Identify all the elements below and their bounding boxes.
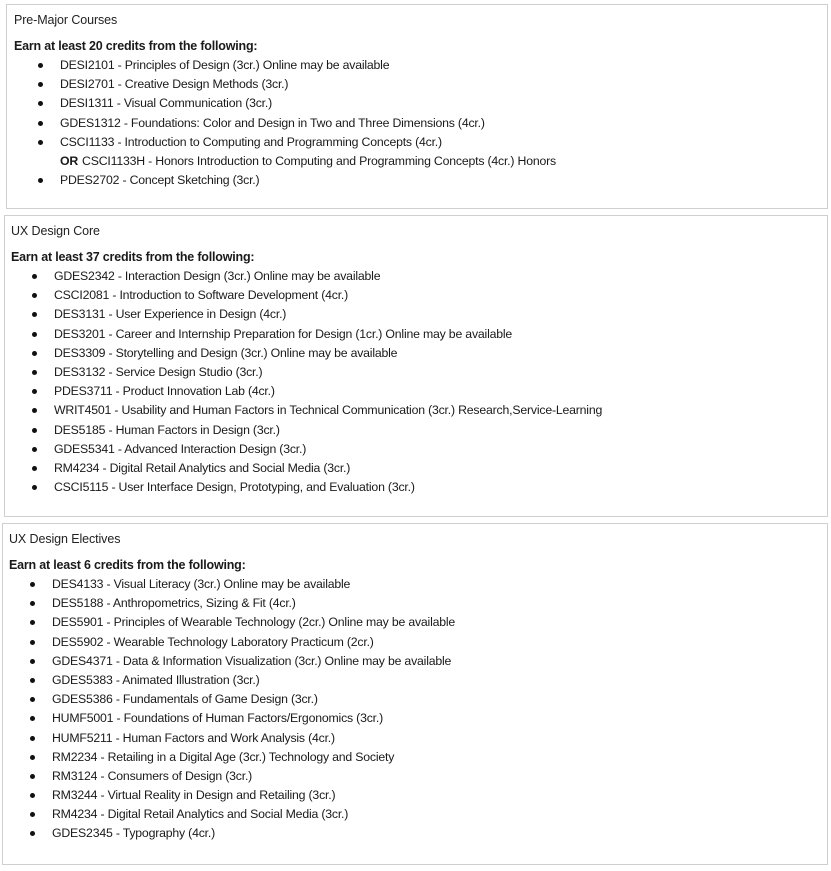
course-link[interactable]: RM4234 - Digital Retail Analytics and Social Media (3cr.) <box>52 807 349 822</box>
section-title: UX Design Electives <box>9 532 121 546</box>
course-item <box>32 459 602 478</box>
course-link[interactable]: DES4133 - Visual Literacy (3cr.) Online may be available <box>52 577 351 591</box>
course-item <box>38 94 556 113</box>
course-item <box>30 652 455 671</box>
course-link[interactable]: GDES5383 - Animated Illustration (3cr.) <box>52 672 260 687</box>
course-link[interactable]: HUMF5001 - Foundations of Human Factors/Ergonomics (3cr.) <box>52 711 383 726</box>
course-item <box>32 401 602 420</box>
course-item <box>38 114 556 133</box>
section-ux-design-electives <box>2 523 828 865</box>
course-item <box>38 171 556 190</box>
course-item <box>38 133 556 152</box>
course-item <box>30 671 455 690</box>
course-link[interactable]: CSCI1133H - Honors Introduction to Computing and Programming Concepts (4cr.) Honors <box>82 153 556 168</box>
course-item-alternative <box>38 152 556 171</box>
course-list <box>30 575 455 844</box>
course-link[interactable]: DESI2701 - Creative Design Methods (3cr.) <box>60 77 289 92</box>
course-item <box>38 75 556 94</box>
course-item <box>32 478 602 497</box>
course-item <box>30 824 455 843</box>
course-item <box>30 613 455 632</box>
course-item <box>30 748 455 767</box>
course-link[interactable]: RM3244 - Virtual Reality in Design and Retailing (3cr.) <box>52 788 336 803</box>
section-title: UX Design Core <box>11 224 100 238</box>
or-label: OR <box>60 153 79 168</box>
course-link[interactable]: DES5902 - Wearable Technology Laboratory Practicum (2cr.) <box>52 634 374 649</box>
course-list <box>38 56 556 190</box>
course-item <box>30 594 455 613</box>
course-item <box>30 805 455 824</box>
course-link[interactable]: RM4234 - Digital Retail Analytics and Social Media (3cr.) <box>54 460 351 475</box>
course-item <box>32 382 602 401</box>
course-item <box>32 325 602 344</box>
course-link[interactable]: WRIT4501 - Usability and Human Factors in Technical Communication (3cr.) Research,Service-Learning <box>54 403 603 418</box>
course-item <box>30 575 455 594</box>
course-link[interactable]: PDES3711 - Product Innovation Lab (4cr.) <box>54 384 275 399</box>
course-item <box>38 56 556 75</box>
course-list <box>32 267 602 497</box>
course-link[interactable]: PDES2702 - Concept Sketching (3cr.) <box>60 173 260 188</box>
credit-requirement: Earn at least 6 credits from the following: <box>9 558 246 572</box>
course-link[interactable]: HUMF5211 - Human Factors and Work Analysis (4cr.) <box>52 730 335 745</box>
course-item <box>30 729 455 748</box>
section-pre-major-courses <box>6 4 828 209</box>
course-link[interactable]: GDES1312 - Foundations: Color and Design in Two and Three Dimensions (4cr.) <box>60 115 485 130</box>
section-ux-design-core <box>4 215 828 517</box>
course-item <box>32 286 602 305</box>
course-link[interactable]: GDES2345 - Typography (4cr.) <box>52 826 215 841</box>
course-link[interactable]: CSCI2081 - Introduction to Software Development (4cr.) <box>54 288 349 303</box>
course-link[interactable]: DES3309 - Storytelling and Design (3cr.) Online may be available <box>54 345 398 360</box>
course-item <box>30 767 455 786</box>
course-link[interactable]: CSCI1133 - Introduction to Computing and Programming Concepts (4cr.) <box>60 134 442 149</box>
credit-requirement: Earn at least 20 credits from the following: <box>14 39 258 53</box>
course-item <box>32 421 602 440</box>
section-title: Pre-Major Courses <box>14 13 118 27</box>
course-link[interactable]: CSCI5115 - User Interface Design, Prototyping, and Evaluation (3cr.) <box>54 480 415 495</box>
course-link[interactable]: DES5185 - Human Factors in Design (3cr.) <box>54 422 280 437</box>
course-link[interactable]: GDES5386 - Fundamentals of Game Design (3cr.) <box>52 692 318 707</box>
course-link[interactable]: DES5188 - Anthropometrics, Sizing & Fit (4cr.) <box>52 596 296 611</box>
course-link[interactable]: GDES4371 - Data & Information Visualization (3cr.) Online may be available <box>52 653 452 668</box>
course-link[interactable]: DES5901 - Principles of Wearable Technology (2cr.) Online may be available <box>52 615 456 630</box>
course-link[interactable]: GDES5341 - Advanced Interaction Design (3cr.) <box>54 441 307 456</box>
course-link[interactable]: RM2234 - Retailing in a Digital Age (3cr.) Technology and Society <box>52 749 395 764</box>
course-link[interactable]: DES3131 - User Experience in Design (4cr.) <box>54 307 287 322</box>
course-item <box>32 267 602 286</box>
course-link[interactable]: DESI2101 - Principles of Design (3cr.) Online may be available <box>60 58 390 72</box>
credit-requirement: Earn at least 37 credits from the following: <box>11 250 255 264</box>
course-link[interactable]: DESI1311 - Visual Communication (3cr.) <box>60 96 273 111</box>
course-item <box>30 786 455 805</box>
course-item <box>32 344 602 363</box>
course-link[interactable]: RM3124 - Consumers of Design (3cr.) <box>52 768 253 783</box>
course-link[interactable]: DES3201 - Career and Internship Preparation for Design (1cr.) Online may be available <box>54 326 513 341</box>
course-link[interactable]: DES3132 - Service Design Studio (3cr.) <box>54 364 263 379</box>
course-item <box>32 363 602 382</box>
course-item <box>30 709 455 728</box>
course-item <box>30 633 455 652</box>
course-item <box>32 440 602 459</box>
course-link[interactable]: GDES2342 - Interaction Design (3cr.) Online may be available <box>54 269 381 283</box>
course-item <box>32 305 602 324</box>
course-item <box>30 690 455 709</box>
